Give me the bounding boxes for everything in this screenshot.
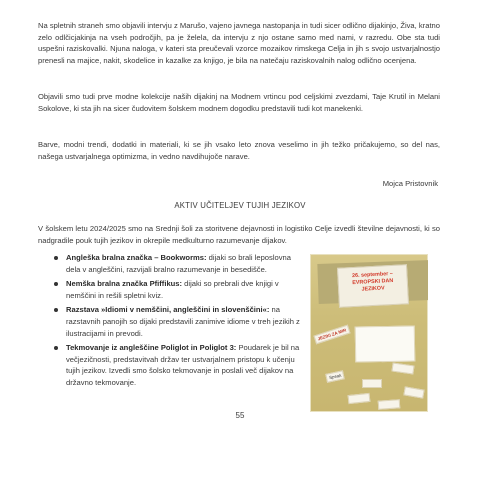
photo-card [378, 399, 401, 410]
list-item-title: Nemška bralna značka Pfiffikus: [66, 279, 183, 289]
section-heading: AKTIV UČITELJEV TUJIH JEZIKOV [174, 201, 306, 210]
bullet-icon [54, 346, 58, 350]
page-number: 55 [235, 411, 245, 420]
sign-line: EVROPSKI DAN [352, 277, 394, 287]
list-item [54, 252, 300, 275]
paragraph-2: Objavili smo tudi prve modne kolekcije naših dijakinj na Modnem vrtincu pod celjskimi zvezdami, Taje Krutil in Melani Sokolove, ki sta jih na sicer čudovitem šolskem modnem dogodku predstavili tudi kot manekenki. [38, 92, 440, 113]
paragraph-1: Na spletnih straneh smo objavili intervju z Marušo, vajeno javnega nastopanja in tudi sicer odlično dijakinjo, Živa, kratno zelo odlčicjakinja na vseh področjih, pa je želela, da intervju z njo ostane samo med nami, v razredu. Obe sta tudi uspešni raziskovalki. Njuna naloga, v kateri sta preučevali vzorce mozaikov rimskega Celja in jih s svojo ustvarjalnostjo prenesli na majice, nakit, skodelice in kazalke za knjigo, je bila na natečaju raziskovalnih nalog odlično ocenjena. [38, 21, 440, 65]
bulletin-board-photo [310, 254, 428, 412]
photo-card [391, 363, 414, 375]
photo-card [348, 393, 371, 404]
list-item-text: Poudarek je bil na večjezičnosti, predstavitvah držav ter ustvarjalnem pristopu k učenju tujih jezikov. Izvedli smo šolsko tekmovanje in poslali več dijakov na državno tekmovanje. [66, 343, 300, 387]
list-item-text: dijaki so prebrali dve knjigi v nemščini in rešili spletni kviz. [66, 279, 279, 300]
activity-list [54, 252, 300, 392]
list-item-text: na razstavnih panojih so dijaki predstavili zanimive idiome v treh jezikih z ilustracijami in prevodi. [66, 305, 300, 338]
list-item [54, 342, 300, 388]
paragraph-3: Barve, modni trendi, dodatki in materiali, ki se jih vsako leto znova veselimo in jih težko pričakujemo, so del nas, našega ustvarjalnega optimizma, in vedno navdihujoče narave. [38, 140, 440, 161]
photo-paper-sheet [355, 325, 416, 362]
list-item-title: Tekmovanje iz angleščine Poliglot in Poliglot 3: [66, 343, 237, 353]
author-signature: Mojca Pristovnik [382, 179, 438, 188]
intro-paragraph: V šolskem letu 2024/2025 smo na Srednji šoli za storitvene dejavnosti in logistiko Celje izvedli številne dejavnosti, ki so nadgradile pouk tujih jezikov in okrepile medkulturno razumevanje dijakov. [38, 224, 440, 245]
photo-tag: Speak [325, 370, 345, 383]
event-sign [337, 264, 409, 308]
photo-tag: JEZIKI ZA MIR [313, 325, 350, 345]
list-item-text: dijaki so brali leposlovna dela v angleščini, razvijali bralno razumevanje in besedišče. [66, 253, 291, 274]
bullet-icon [54, 256, 58, 260]
sign-line: 26. september – [351, 270, 393, 280]
list-item [54, 304, 300, 339]
bullet-icon [54, 308, 58, 312]
bullet-icon [54, 282, 58, 286]
photo-card [362, 379, 382, 388]
list-item-title: Angleška bralna značka – Bookworms: [66, 253, 207, 262]
photo-card [403, 386, 424, 398]
list-item-title: Razstava »Idiomi v nemščini, angleščini in slovenščini«: [66, 305, 270, 315]
list-item [54, 278, 300, 301]
sign-line: JEZIKOV [361, 285, 385, 293]
